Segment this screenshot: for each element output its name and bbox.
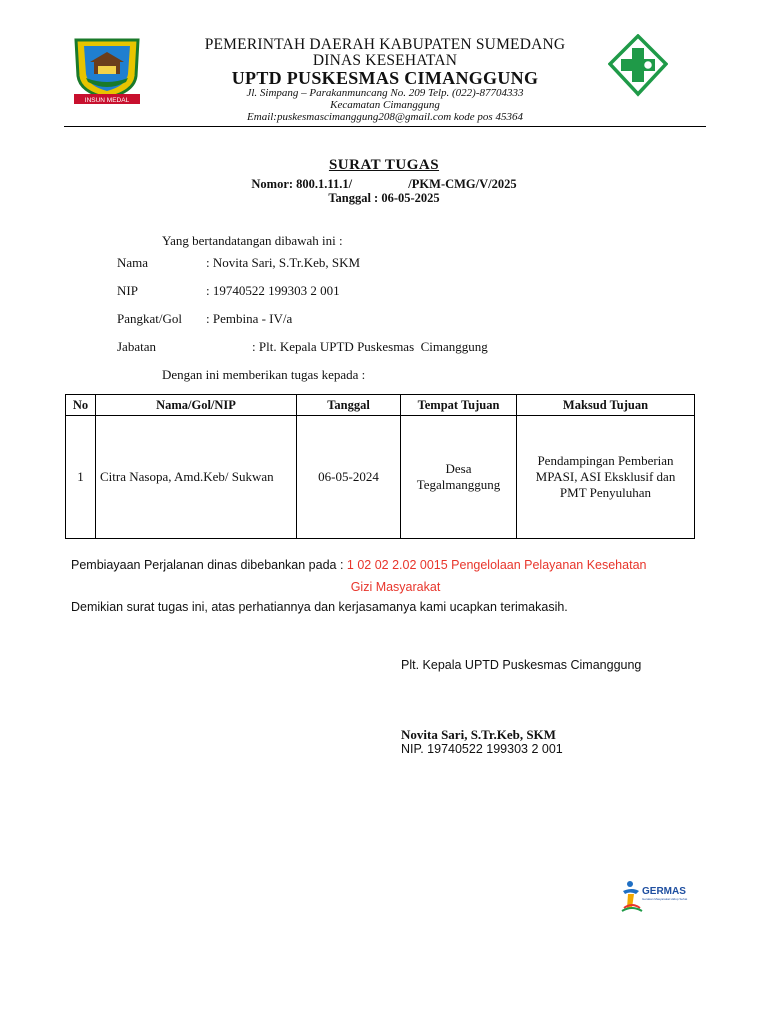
- table-header-row: [66, 395, 695, 416]
- letterhead-email: Email:puskesmascimanggung208@gmail.com kode pos 45364: [247, 111, 523, 123]
- signature-position: Plt. Kepala UPTD Puskesmas Cimanggung: [401, 658, 642, 672]
- header-date: Tanggal: [297, 395, 401, 416]
- germas-logo-subtext: Gerakan Masyarakat Hidup Sehat: [642, 897, 688, 901]
- assignment-table: [65, 394, 695, 539]
- header-no: No: [66, 395, 96, 416]
- field-value-nip: : 19740522 199303 2 001: [206, 283, 340, 298]
- table-row: [66, 416, 695, 539]
- intro-text: Yang bertandatangan dibawah ini :: [162, 233, 343, 248]
- germas-logo-text: GERMAS: [642, 886, 686, 897]
- cell-destination: Desa Tegalmanggung: [401, 416, 517, 539]
- cell-purpose: Pendampingan Pemberian MPASI, ASI Eksklusif dan PMT Penyuluhan: [517, 416, 695, 539]
- letterhead-department: DINAS KESEHATAN: [312, 52, 458, 69]
- cell-date: 06-05-2024: [297, 416, 401, 539]
- letterhead-district: Kecamatan Cimanggung: [330, 99, 440, 111]
- letter-number: Nomor: 800.1.11.1/ /PKM-CMG/V/2025: [251, 177, 517, 191]
- header-purpose: Maksud Tujuan: [517, 395, 695, 416]
- sumedang-regency-emblem: [68, 36, 146, 106]
- assignment-intro: Dengan ini memberikan tugas kepada :: [162, 367, 366, 382]
- header-name: Nama/Gol/NIP: [96, 395, 297, 416]
- cell-no: 1: [66, 416, 96, 539]
- emblem-motto: INSUN MEDAL: [84, 97, 130, 104]
- signature-nip: NIP. 19740522 199303 2 001: [401, 742, 563, 756]
- field-label-nama: Nama: [117, 255, 149, 270]
- field-label-pangkat: Pangkat/Gol: [117, 311, 182, 326]
- puskesmas-cross-logo: [608, 34, 668, 98]
- letterhead-divider: [64, 126, 706, 127]
- field-value-jabatan: : Plt. Kepala UPTD Puskesmas Cimanggung: [252, 339, 488, 354]
- header-destination: Tempat Tujuan: [401, 395, 517, 416]
- signature-name: Novita Sari, S.Tr.Keb, SKM: [401, 727, 556, 742]
- closing-text: Demikian surat tugas ini, atas perhatiannya dan kerjasamanya kami ucapkan terimakasih.: [71, 600, 568, 614]
- field-value-pangkat: : Pembina - IV/a: [206, 311, 293, 326]
- letterhead-address: Jl. Simpang – Parakanmuncang No. 209 Telp. (022)-87704333: [246, 87, 524, 99]
- funding-budget-code: 1 02 02 2.02 0015 Pengelolaan Pelayanan Kesehatan: [346, 558, 647, 572]
- letterhead-government: PEMERINTAH DAERAH KABUPATEN SUMEDANG: [204, 36, 566, 53]
- cell-name: Citra Nasopa, Amd.Keb/ Sukwan: [96, 416, 297, 539]
- funding-line: [71, 558, 646, 572]
- field-label-jabatan: Jabatan: [117, 339, 156, 354]
- germas-logo: [620, 878, 698, 914]
- letterhead-institution: UPTD PUSKESMAS CIMANGGUNG: [231, 68, 539, 88]
- funding-prefix: Pembiayaan Perjalanan dinas dibebankan pada :: [71, 558, 347, 572]
- letter-title: SURAT TUGAS: [328, 157, 440, 173]
- field-value-nama: : Novita Sari, S.Tr.Keb, SKM: [206, 255, 361, 270]
- funding-budget-line2: Gizi Masyarakat: [350, 580, 441, 594]
- field-label-nip: NIP: [117, 283, 138, 298]
- letter-date: Tanggal : 06-05-2025: [328, 191, 440, 205]
